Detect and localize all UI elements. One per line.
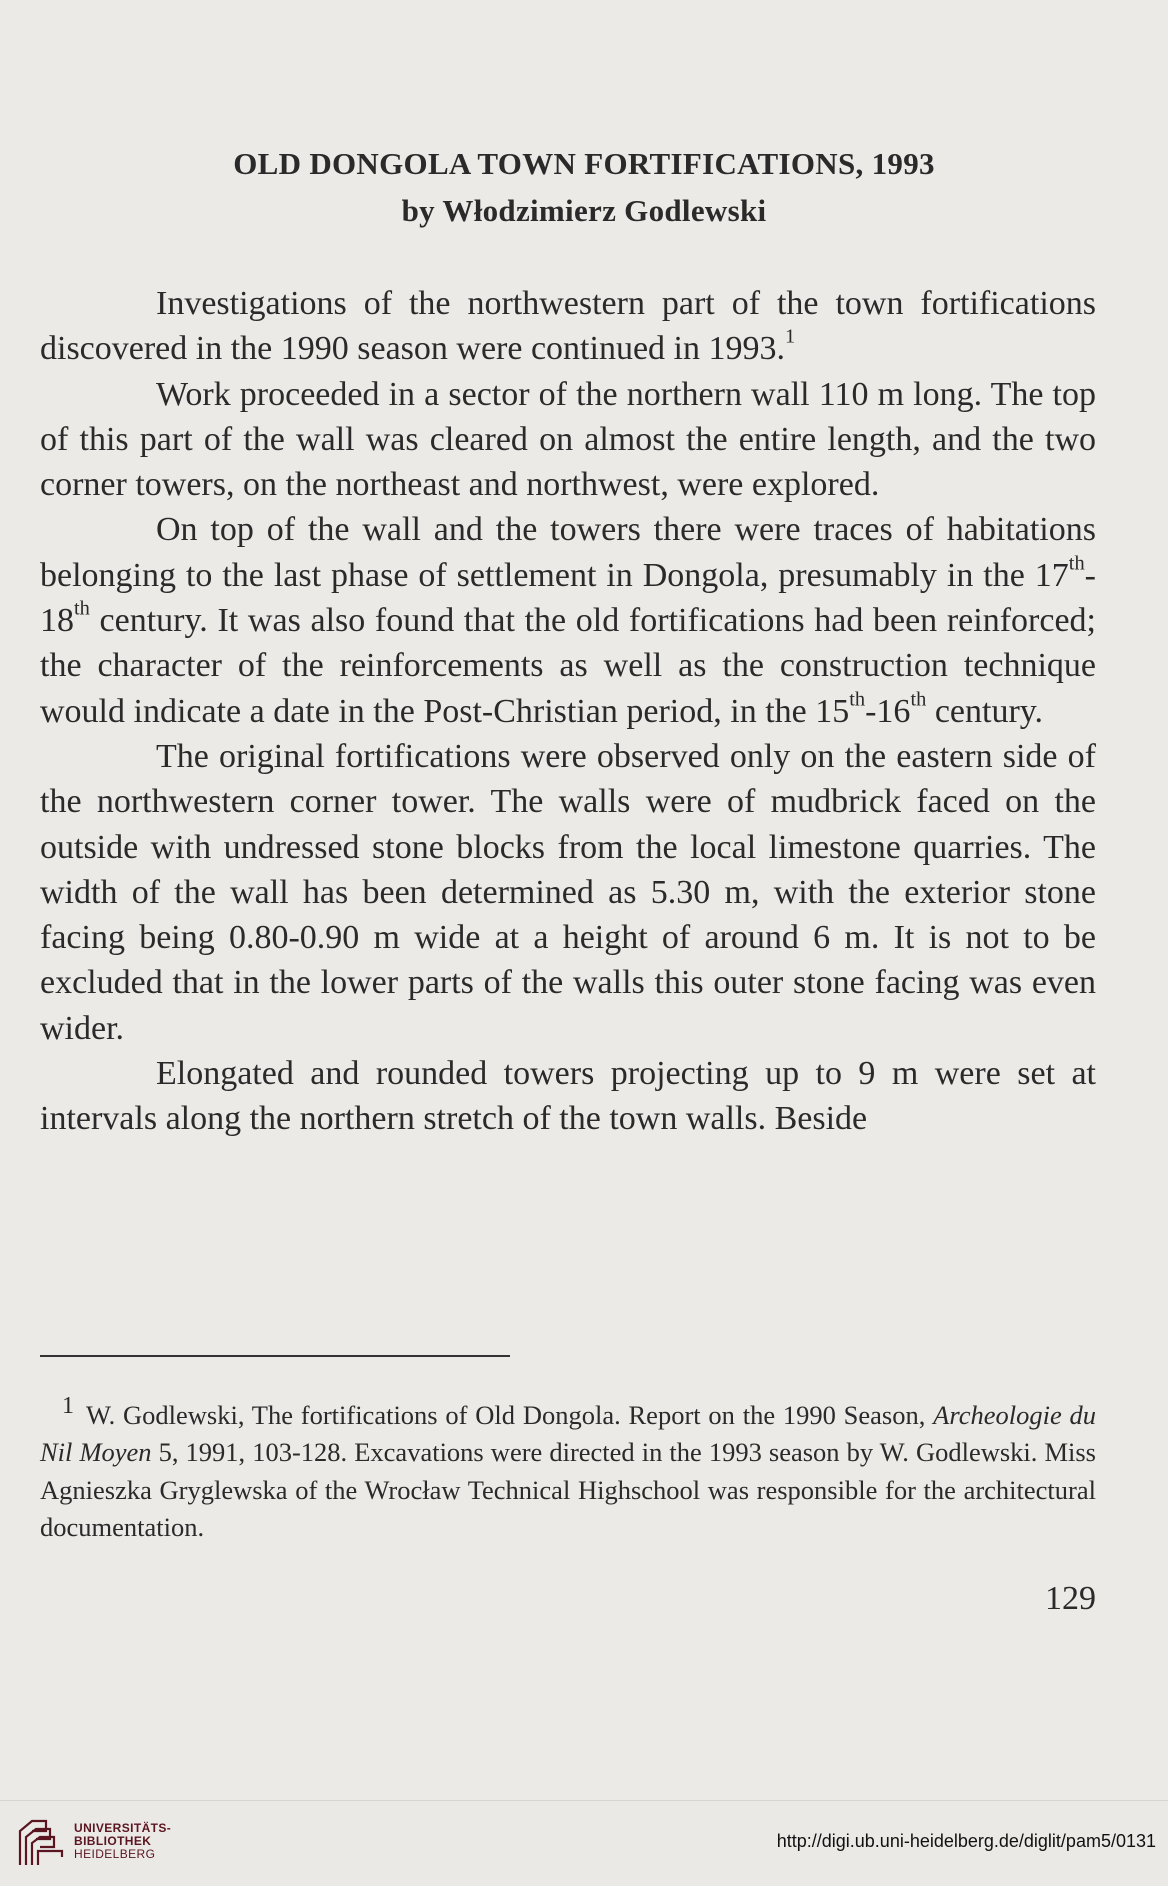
paragraph-3: On top of the wall and the towers there were traces of habitations belonging to the last phase of settlement in Dongola, presumably in the 17th-18th century. It was also found that the old fortifications had been reinforced; the character of the reinforcements as well as the construction technique would indicate a date in the Post-Christian period, in the 15th-16th century. — [40, 511, 1096, 730]
footnote-1: 1 W. Godlewski, The fortifications of Old Dongola. Report on the 1990 Season, Archeologie du Nil Moyen 5, 1991, 103-128. Excavations were directed in the 1993 season by W. Godlewski. Miss Agnieszka Gryglewska of the Wrocław Technical Highschool was responsible for the architectural documentation. — [40, 1393, 1096, 1543]
footnote-reference: 1 — [784, 325, 796, 348]
footnote-divider — [40, 1355, 510, 1357]
permalink-url[interactable]: http://digi.ub.uni-heidelberg.de/diglit/pam5/0131 — [776, 1831, 1156, 1851]
viewer-footer — [0, 1800, 1168, 1886]
article-author: by Włodzimierz Godlewski — [401, 193, 767, 228]
page-number: 129 — [1045, 1580, 1096, 1617]
library-name: UNIVERSITÄTS- BIBLIOTHEK HEIDELBERG — [74, 1821, 172, 1861]
footnotes — [40, 1388, 1096, 1547]
paragraph-2: Work proceeded in a sector of the northern wall 110 m long. The top of this part of the wall was cleared on almost the entire length, and the two corner towers, on the northeast and northwest, were explored. — [40, 375, 1096, 504]
paragraph-5: Elongated and rounded towers projecting up to 9 m were set at intervals along the northern stretch of the town walls. Beside — [40, 1055, 1096, 1138]
paragraph-4: The original fortifications were observed only on the eastern side of the northwestern corner tower. The walls were of mudbrick faced on the outside with undressed stone blocks from the local limestone quarries. The width of the wall has been determined as 5.30 m, with the exterior stone facing being 0.80-0.90 m wide at a height of around 6 m. It is not to be excluded that in the lower parts of the walls this outer stone facing was even wider. — [40, 737, 1096, 1047]
article-title: OLD DONGOLA TOWN FORTIFICATIONS, 1993 — [233, 146, 935, 181]
journal-title: Archeologie du Nil Moyen — [40, 1399, 1096, 1468]
footnote-number: 1 — [62, 1393, 74, 1419]
paragraph-1: Investigations of the northwestern part of the town fortifications discovered in the 1990 season were continued in 1993.$^1$ — [40, 285, 1096, 368]
library-logo-icon — [16, 1817, 68, 1869]
article-body — [40, 281, 1096, 1142]
